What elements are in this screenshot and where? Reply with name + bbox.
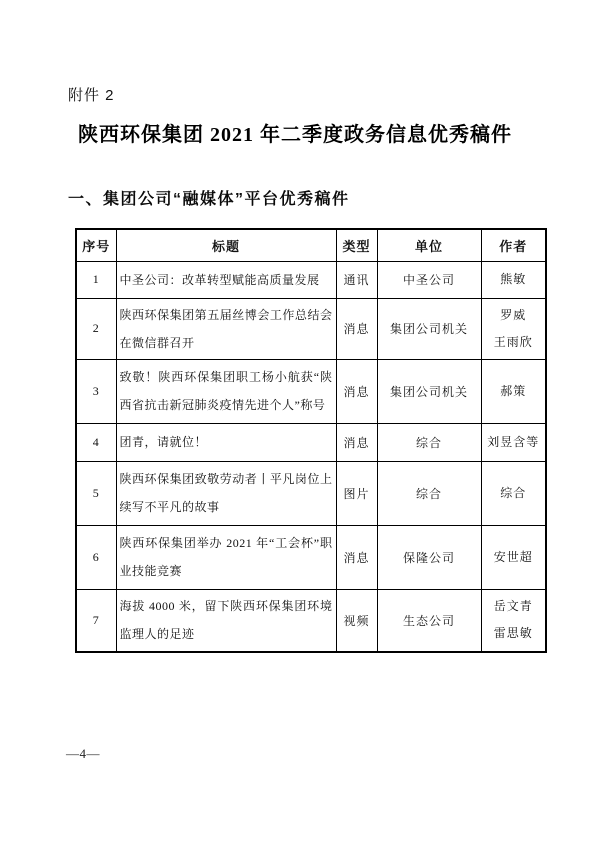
cell-author: [481, 589, 546, 652]
table-header-row: [76, 229, 546, 261]
cell-title: 中圣公司：改革转型赋能高质量发展: [116, 261, 336, 298]
column-header-unit: 单位: [377, 229, 481, 261]
cell-type: 图片: [336, 461, 377, 525]
cell-no: 5: [76, 461, 116, 525]
cell-type: 消息: [336, 525, 377, 589]
author-name: 刘昱含等: [487, 434, 540, 449]
cell-no: 4: [76, 423, 116, 461]
cell-title: 海拔 4000 米，留下陕西环保集团环境监理人的足迹: [116, 589, 336, 652]
cell-title: 团青，请就位！: [116, 423, 336, 461]
page-number: —4—: [66, 746, 100, 761]
awards-table: [75, 228, 547, 653]
author-name: 安世超: [493, 549, 533, 564]
cell-type: 消息: [336, 423, 377, 461]
author-name: 雷思敏: [493, 626, 533, 641]
cell-title: 陕西环保集团举办 2021 年“工会杯”职业技能竞赛: [116, 525, 336, 589]
cell-no: 1: [76, 261, 116, 298]
table-row: [76, 525, 546, 589]
cell-type: 通讯: [336, 261, 377, 298]
cell-author: [481, 461, 546, 525]
cell-author: [481, 525, 546, 589]
section-heading: 一、集团公司“融媒体”平台优秀稿件: [68, 191, 350, 208]
author-name: 郝策: [500, 383, 527, 398]
table-row: [76, 298, 546, 359]
cell-no: 3: [76, 359, 116, 423]
cell-title: 陕西环保集团第五届丝博会工作总结会在微信群召开: [116, 298, 336, 359]
cell-type: 视频: [336, 589, 377, 652]
cell-no: 7: [76, 589, 116, 652]
cell-title: 致敬！陕西环保集团职工杨小航获“陕西省抗击新冠肺炎疫情先进个人”称号: [116, 359, 336, 423]
cell-unit: 中圣公司: [377, 261, 481, 298]
cell-no: 2: [76, 298, 116, 359]
author-name: 综合: [500, 485, 527, 500]
table-row: [76, 423, 546, 461]
author-name: 罗威: [500, 307, 527, 322]
cell-author: [481, 261, 546, 298]
column-header-title: 标题: [116, 229, 336, 261]
table-row: [76, 461, 546, 525]
cell-unit: 集团公司机关: [377, 298, 481, 359]
document-title: 陕西环保集团 2021 年二季度政务信息优秀稿件: [78, 124, 512, 146]
column-header-no: 序号: [76, 229, 116, 261]
column-header-author: 作者: [481, 229, 546, 261]
cell-author: [481, 298, 546, 359]
cell-author: [481, 423, 546, 461]
column-header-type: 类型: [336, 229, 377, 261]
cell-unit: 生态公司: [377, 589, 481, 652]
author-name: 岳文青: [493, 599, 533, 614]
attachment-label: 附件 2: [68, 87, 115, 104]
cell-unit: 保隆公司: [377, 525, 481, 589]
cell-type: 消息: [336, 298, 377, 359]
author-name: 王雨欣: [493, 334, 533, 349]
cell-unit: 综合: [377, 461, 481, 525]
author-name: 熊敏: [500, 272, 527, 286]
cell-title: 陕西环保集团致敬劳动者丨平凡岗位上续写不平凡的故事: [116, 461, 336, 525]
cell-type: 消息: [336, 359, 377, 423]
table-row: [76, 261, 546, 298]
cell-author: [481, 359, 546, 423]
table-row: [76, 589, 546, 652]
cell-unit: 综合: [377, 423, 481, 461]
cell-no: 6: [76, 525, 116, 589]
cell-unit: 集团公司机关: [377, 359, 481, 423]
table-row: [76, 359, 546, 423]
